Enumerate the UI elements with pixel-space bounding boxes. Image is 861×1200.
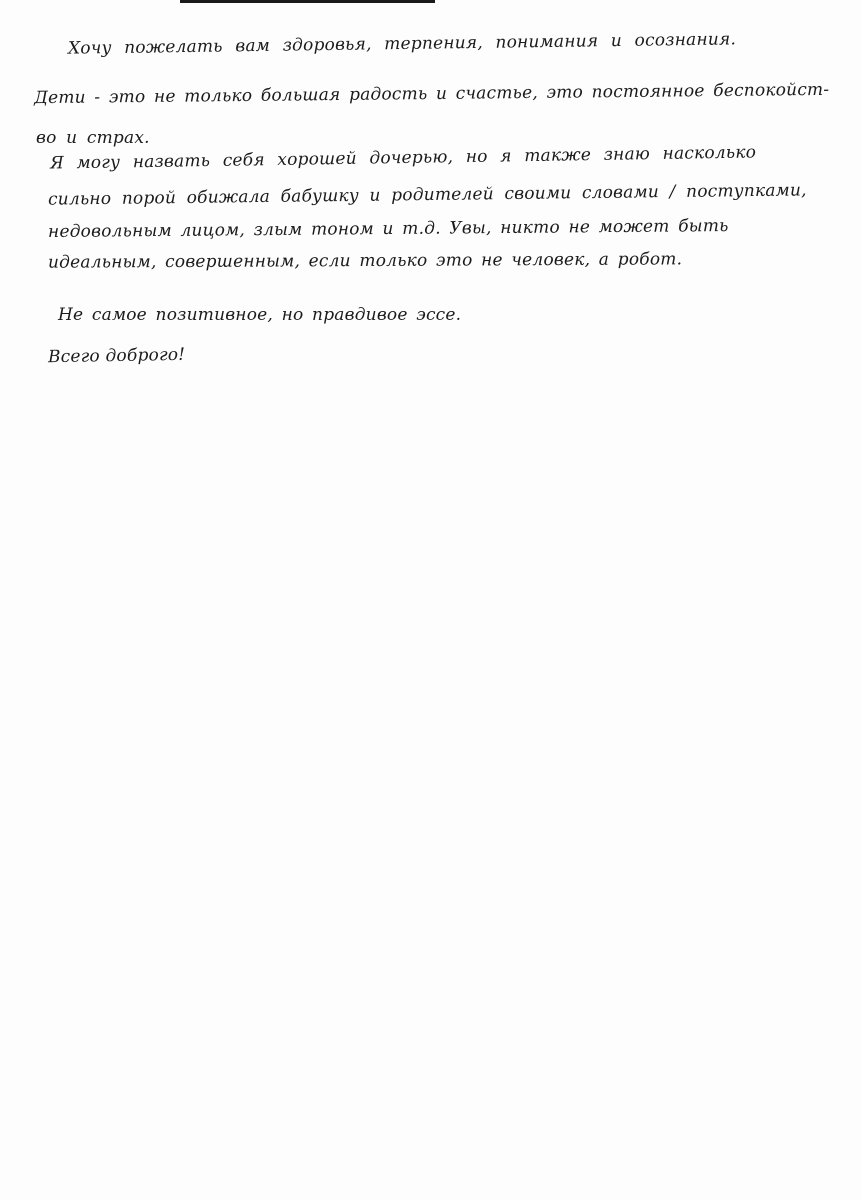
letter-line-9: Всего доброго!	[47, 344, 186, 368]
letter-line-2: Дети - это не только большая радость и счастье, это постоянное беспокойст-	[33, 79, 830, 109]
letter-line-5: сильно порой обижала бабушку и родителей своими словами / поступками,	[47, 180, 807, 210]
letter-line-1: Хочу пожелать вам здоровья, терпения, понимания и осознания.	[67, 29, 737, 59]
letter-line-7: идеальным, совершенным, если только это не человек, а робот.	[47, 249, 683, 273]
letter-line-3: во и страх.	[36, 128, 150, 148]
letter-line-4: Я могу назвать себя хорошей дочерью, но я также знаю насколько	[49, 142, 757, 174]
letter-line-6: недовольным лицом, злым тоном и т.д. Увы, никто не может быть	[47, 216, 729, 242]
scan-top-edge	[180, 0, 435, 3]
letter-line-8: Не самое позитивное, но правдивое эссе.	[58, 305, 462, 325]
